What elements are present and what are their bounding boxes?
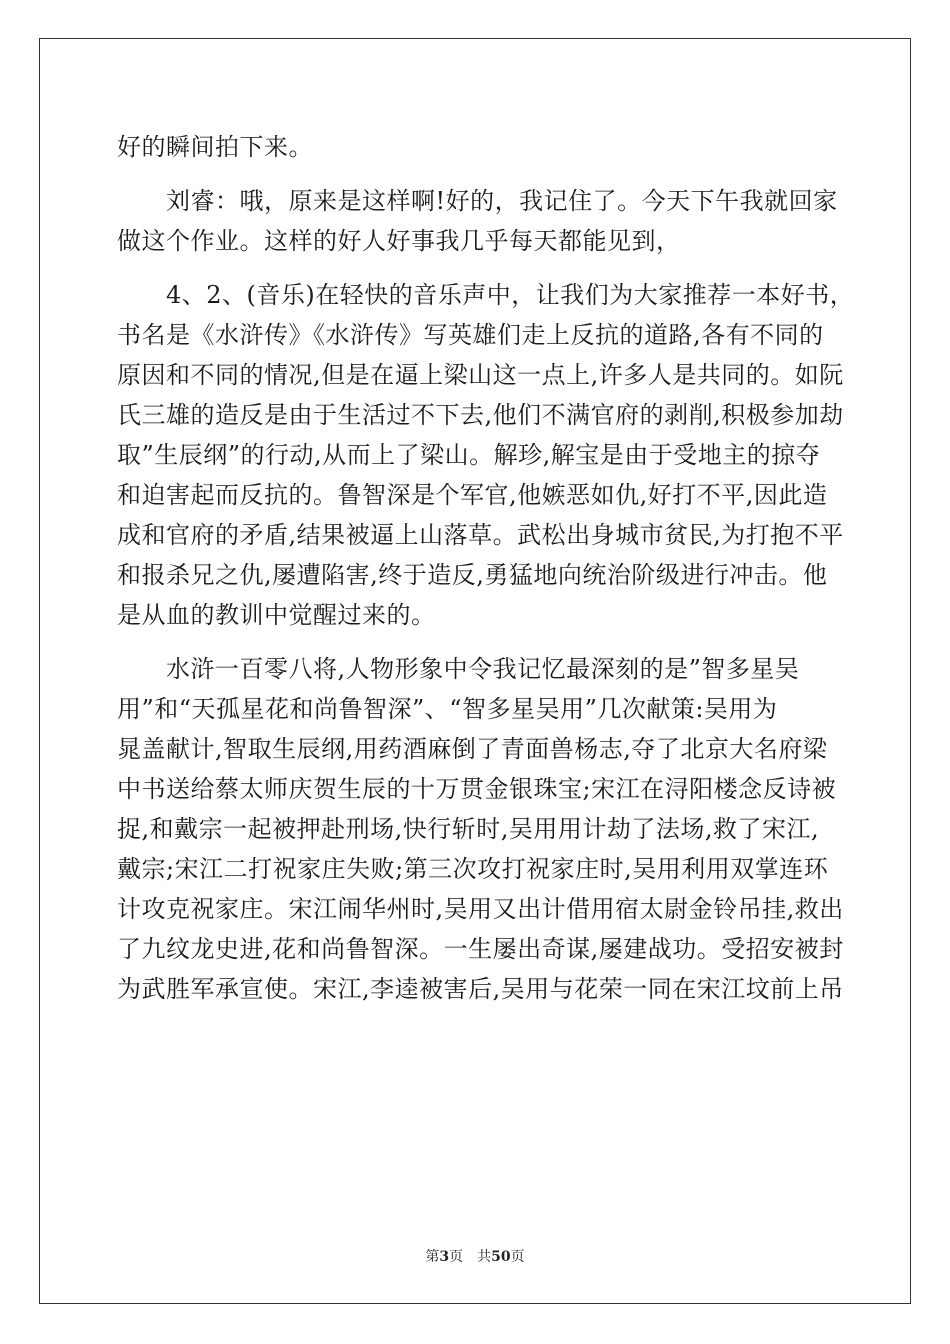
text-line: 戴宗;宋江二打祝家庄失败;第三次攻打祝家庄时,吴用利用双掌连环 [117, 855, 829, 883]
text-line: 是从血的教训中觉醒过来的。 [117, 601, 436, 629]
text-line: 中书送给蔡太师庆贺生辰的十万贯金银珠宝;宋江在浔阳楼念反诗被 [117, 775, 837, 803]
text-line: 和报杀兄之仇,屡遭陷害,终于造反,勇猛地向统治阶级进行冲击。他 [117, 561, 828, 589]
text-line: 原因和不同的情况,但是在逼上梁山这一点上,许多人是共同的。如阮 [117, 361, 844, 389]
total-pages: 50 [491, 1249, 511, 1265]
paragraph-gap [117, 635, 837, 649]
text-line: 为武胜军承宣使。宋江,李逵被害后,吴用与花荣一同在宋江坟前上吊 [117, 975, 844, 1003]
text-line: 晁盖献计,智取生辰纲,用药酒麻倒了青面兽杨志,夺了北京大名府梁 [117, 735, 828, 763]
text-line: 用”和“天孤星花和尚鲁智深”、“智多星吴用”几次献策:吴用为 [117, 695, 778, 723]
page-number: 3 [439, 1249, 450, 1265]
text-line: 计攻克祝家庄。宋江闹华州时,吴用又出计借用宿太尉金铃吊挂,救出 [117, 895, 844, 923]
text-line: 了九纹龙史进,花和尚鲁智深。一生屡出奇谋,屡建战功。受招安被封 [117, 935, 844, 963]
text-line: 刘睿：哦，原来是这样啊!好的，我记住了。今天下午我就回家 [117, 187, 838, 215]
text-line: 成和官府的矛盾,结果被逼上山落草。武松出身城市贫民,为打抱不平 [117, 521, 844, 549]
text-line: 氏三雄的造反是由于生活过不下去,他们不满官府的剥削,积极参加劫 [117, 401, 844, 429]
text-line: 4、2、(音乐)在轻快的音乐声中，让我们为大家推荐一本好书， [117, 281, 855, 309]
document-body [117, 127, 855, 1009]
paragraph-gap [117, 261, 837, 275]
text-line: 取”生辰纲”的行动,从而上了梁山。解珍,解宝是由于受地主的掠夺 [117, 441, 821, 469]
page-suffix: 页 [449, 1249, 464, 1265]
text-line: 做这个作业。这样的好人好事我几乎每天都能见到， [117, 227, 681, 255]
total-prefix: 共 [477, 1249, 492, 1265]
text-line: 和迫害起而反抗的。鲁智深是个军官,他嫉恶如仇,好打不平,因此造 [117, 481, 828, 509]
text-line: 水浒一百零八将,人物形象中令我记忆最深刻的是”智多星吴 [117, 655, 800, 683]
total-suffix: 页 [510, 1249, 525, 1265]
text-line: 捉,和戴宗一起被押赴刑场,快行斩时,吴用用计劫了法场,救了宋江, [117, 815, 820, 843]
text-line: 好的瞬间拍下来。 [117, 133, 313, 161]
text-line: 书名是《水浒传》《水浒传》写英雄们走上反抗的道路,各有不同的 [117, 321, 824, 349]
page-prefix: 第 [425, 1249, 440, 1265]
paragraph-gap [117, 167, 837, 181]
page-footer [0, 1247, 950, 1267]
